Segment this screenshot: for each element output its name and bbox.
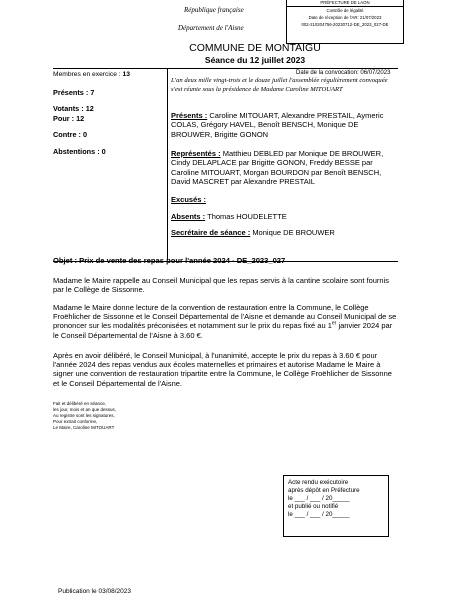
paragraph-1: Madame le Maire rappelle au Conseil Municipal que les repas servis à la cantine scolaire sont fournis par le Collège de Sissonne. (53, 276, 390, 295)
secretaire-label: Secrétaire de séance : (171, 228, 251, 237)
votants-row (53, 104, 94, 113)
paragraph-2-text-b: janvier 2024 par le Conseil Départemental de l'Aisne à 3.60 €. (53, 321, 393, 340)
secretaire-section (171, 228, 399, 237)
pour-row (53, 114, 84, 123)
prefecture-line-3: 002-210204756-20230712-DE_2023_027-DE (301, 22, 389, 27)
acte-line: après dépôt en Préfecture (288, 486, 360, 494)
presents-label: Présents : (171, 111, 208, 120)
paragraph-2-sup: er (331, 320, 337, 327)
excuses-section (171, 195, 399, 204)
signature-note-line: Le Maire, Caroline MITOUART (53, 425, 115, 430)
signature-note-line: Pour extrait conforme, (53, 419, 98, 424)
contre-value: 0 (83, 130, 88, 139)
absents-section (171, 212, 399, 221)
excuses-label: Excusés : (171, 195, 207, 204)
acte-line: le ___ / ___ / 20_____ (288, 510, 350, 518)
publication-date: Publication le 03/08/2023 (58, 588, 132, 595)
contre-row (53, 130, 87, 139)
republique-label: République française (184, 6, 244, 14)
objet-title: Objet : Prix de vente des repas pour l'année 2024 - DE_2023_027 (53, 256, 286, 265)
header-rule (53, 68, 398, 69)
paragraph-3: Après en avoir délibéré, le Conseil Municipal, à l'unanimité, accepte le prix du repas à 3.60 € pour l'année 2024 des repas vendus aux écoles maternelles et primaires et autorise Madame le Maire à signer une convention de restauration tripartite entre la Commune, le Collège Froëhlicher de Sissonne et le Conseil Départemental de l'Aisne. (53, 351, 392, 388)
pour-value: 12 (76, 114, 85, 123)
departement-label: Département de l'Aisne (178, 24, 244, 32)
prefecture-title: PRÉFECTURE DE LAON (287, 0, 403, 7)
membres-label: Membres en exercice : (53, 71, 121, 78)
intro-text: L'an deux mille vingt-trois et le douze juillet l'assemblée régulièrement convoquée s'est réunie sous la présidence de Madame Caroline MITOUART (171, 77, 388, 93)
presents-section (171, 111, 399, 139)
presents-count-label: Présents : (53, 88, 89, 97)
representes-label: Représentés : (171, 149, 221, 158)
acte-executoire-box (283, 475, 389, 537)
pour-label: Pour : (53, 114, 75, 123)
signature-note (53, 401, 143, 431)
votants-value: 12 (85, 104, 94, 113)
acte-line: et publié ou notifié (288, 502, 339, 510)
signature-note-line: les jour, mois et an que dessus, (53, 407, 117, 412)
seance-date: Séance du 12 juillet 2023 (204, 55, 306, 65)
presents-count-value: 7 (90, 88, 95, 97)
membres-row (53, 71, 130, 78)
convocation-date: Date de la convocation: 06/07/2023 (296, 70, 391, 76)
abstentions-value: 0 (101, 147, 106, 156)
prefecture-line-2: Date de réception de l'AR: 21/07/2023 (308, 15, 382, 20)
membres-value: 13 (122, 71, 130, 78)
representes-text: Matthieu DEBLED par Monique DE BROUWER, Cindy DELAPLACE par Brigitte GONON, Freddy BESSE par Caroline MITOUART, Morgan BOURDON par Benoît BENSCH, David MASCRET par Alexandre PRESTAIL (171, 149, 384, 186)
representes-section (171, 149, 399, 186)
presents-row (53, 88, 94, 97)
column-divider (167, 68, 168, 260)
paragraph-2-text-a: Madame le Maire donne lecture de la convention de restauration entre la Commune, le Collège Froëhlicher de Sissonne et le Conseil Départemental de l'Aisne et demande au Conseil Municipal de se prononcer sur les modalités préconisées et notamment sur le prix du repas fixé au 1 (53, 303, 397, 331)
commune-title: COMMUNE DE MONTAIGU (189, 42, 321, 54)
prefecture-line-1: Contrôle de légalité (326, 8, 364, 13)
presents-text: Caroline MITOUART, Alexandre PRESTAIL, Aymeric COLAS, Grégory HAVEL, Benoît BENSCH, Monique DE BROUWER, Brigitte GONON (171, 111, 384, 139)
acte-line: Acte rendu exécutoire (288, 479, 349, 486)
absents-label: Absents : (171, 212, 206, 221)
paragraph-2 (53, 303, 398, 340)
abstentions-row (53, 147, 106, 156)
contre-label: Contre : (53, 130, 81, 139)
prefecture-stamp-box (286, 0, 404, 44)
abstentions-label: Abstentions : (53, 147, 100, 156)
votants-label: Votants : (53, 104, 84, 113)
absents-text: Thomas HOUDELETTE (207, 212, 287, 221)
signature-note-line: Fait et délibéré en séance, (53, 401, 107, 406)
secretaire-text: Monique DE BROUWER (252, 228, 335, 237)
signature-note-line: Au registre sont les signatures, (53, 413, 115, 418)
acte-line: le ___ / ___ / 20_____ (288, 494, 350, 502)
